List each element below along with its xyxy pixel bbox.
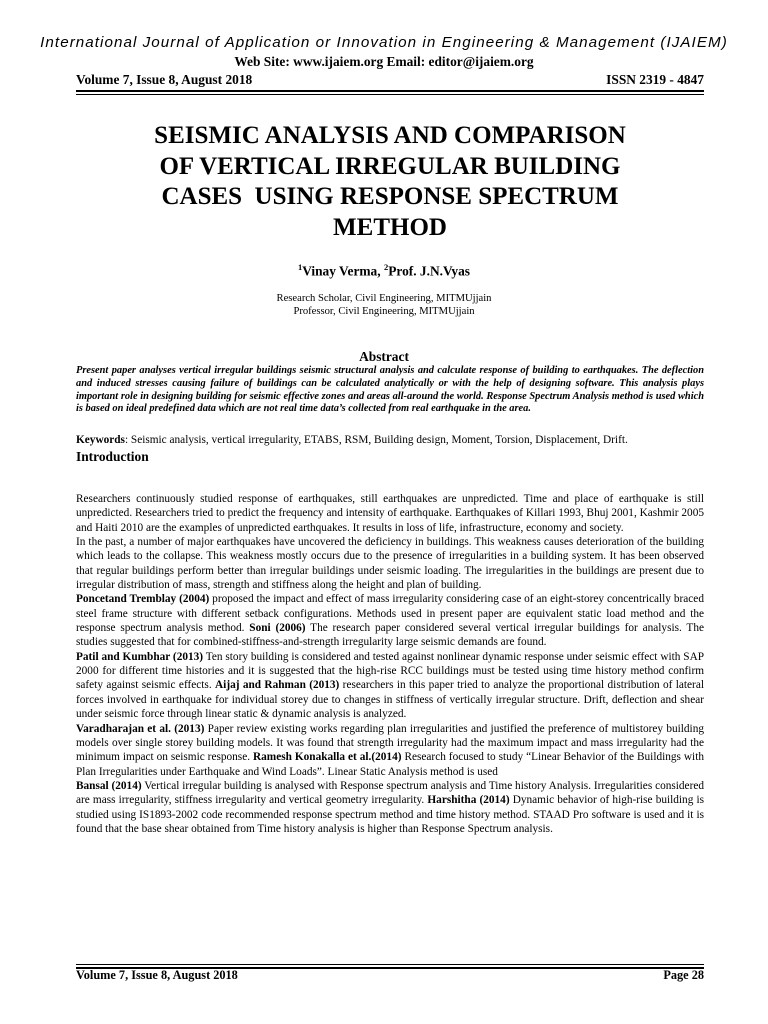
introduction-heading: Introduction [76,449,149,464]
header-meta [76,72,704,88]
citation: Patil and Kumbhar (2013) [76,650,204,663]
header-divider [76,90,704,95]
paragraph-text: Dynamic behavior of high-rise building is studied using IS1893-2002 code recommended response spectrum method and time history method. STAAD Pro software is used and it is found that the base shear obtained from Time history analysis is higher than Response Spectrum analysis. [76,794,705,835]
title-line: OF VERTICAL IRREGULAR BUILDING [159,152,621,180]
citation: Varadharajan et al. (2013) [76,722,205,735]
citation: Poncetand Tremblay (2004) [76,593,210,606]
paragraph: Researchers continuously studied response of earthquakes, still earthquakes are unpredicted. Time and place of earthquake is still unpredicted. Researchers tried to predict the frequency and intensity of earthquake. Earthquakes of Killari 1993, Bhuj 2001, Kashmir 2005 and Haiti 2010 are the examples of unpredicted earthquakes. It results in loss of life, infrastructure, economy and society. [76,493,704,534]
title-line: CASES USING RESPONSE SPECTRUM [161,183,619,210]
paragraph [76,650,704,722]
author-1-name: Vinay Verma, [302,263,384,279]
author-2-name: Prof. J.N.Vyas [388,263,471,279]
author-1-number: 1 [297,262,303,272]
keywords-text: : Seismic analysis, vertical irregularity, ETABS, RSM, Building design, Moment, Torsion, Displacement, Drift. [124,434,628,446]
citation: Soni (2006) [249,622,306,635]
author-list [0,262,768,279]
abstract-heading: Abstract [359,349,409,364]
title-line: METHOD [333,213,447,241]
journal-website: Web Site: www.ijaiem.org Email: editor@ijaiem.org [234,54,534,69]
introduction-body [76,492,704,836]
page-footer [76,968,704,983]
citation: Ramesh Konakalla et al.(2014) [252,751,402,764]
page-number: Page 28 [663,968,704,982]
footer-volume: Volume 7, Issue 8, August 2018 [76,968,238,982]
journal-title: International Journal of Application or Innovation in Engineering & Management (IJAIEM) [40,34,728,51]
header-issn: ISSN 2319 - 4847 [606,72,704,87]
paragraph-text: Vertical irregular building is analysed with Response spectrum analysis and Time history Analysis. Irregularities considered are mass irregularity, stiffness irregularity and vertical geometry irregularity. [76,779,704,807]
affiliation-2: Professor, Civil Engineering, MITMUjjain [293,306,475,317]
paragraph [76,722,704,779]
header-volume: Volume 7, Issue 8, August 2018 [76,72,253,87]
paragraph [76,779,704,836]
citation: Aijaj and Rahman (2013) [215,679,340,692]
paper-title [76,121,704,243]
paragraph-text: Paper review existing works regarding plan irregularities and justified the preference of multistorey building models over single storey building models. It was found that strength irregularity had the maximum impact and mass irregularity had the minimum impact on seismic response. [76,722,704,764]
title-line: SEISMIC ANALYSIS AND COMPARISON [154,122,626,149]
paragraph [76,592,704,649]
paragraph-text: proposed the impact and effect of mass irregularity considering case of an eight-storey concentrically braced steel frame structure with different setback configurations. Methods used in present paper are equivalent static load method and the response spectrum analysis method. [76,593,704,635]
affiliation-1: Research Scholar, Civil Engineering, MITMUjjain [276,293,492,304]
paragraph-text: Ten story building is considered and tested against nonlinear dynamic response under seismic effect with SAP 2000 for different time histories and it is suggested that the high-rise RCC buildings must be tested using time history method confirm safety against seismic effects. [76,650,705,692]
paragraph: In the past, a number of major earthquakes have uncovered the deficiency in buildings. This weakness causes deterioration of the building which leads to the collapse. This weakness mostly occurs due to the presence of irregularities in a building system. It has been observed that regular buildings perform better than irregular buildings under seismic loading. The irregularities in the buildings are present due to irregular distribution of mass, strength and stiffness along the height and plan of building. [76,536,704,592]
citation: Bansal (2014) [76,779,142,792]
author-2-number: 2 [383,262,389,272]
keywords [76,433,704,447]
paragraph-text: researchers in this paper tried to analyze the proportional distribution of lateral forces involved in earthquake for individual storey due to changes in stiffness of vertically irregular structure. Drift, deflection and shear under seismic force through linear static & dynamic analysis is analyzed. [76,679,704,721]
paragraph-text: Research focused to study “Linear Behavior of the Buildings with Plan Irregularities under Earthquake and Wind Loads”. Linear Static Analysis method is used [76,751,704,778]
paragraph-text: The research paper considered several vertical irregular buildings for analysis. The studies suggested that for combined-stiffness-and-strength irregularity large seismic demands are found. [76,622,704,649]
keywords-label: Keywords [76,434,125,446]
abstract-text: Present paper analyses vertical irregular buildings seismic structural analysis and calculate response of building to earthquakes. The deflection and induced stresses causing failure of buildings can be calculated analytically or with the help of designing software. This analysis plays important role in designing building for seismic effective zones and areas all-around the world. Response Spectrum Analysis method is used which is based on ideal predefined data which are not real time data’s collected from real earthquake in the area. [76,365,704,415]
citation: Harshitha (2014) [427,794,510,807]
